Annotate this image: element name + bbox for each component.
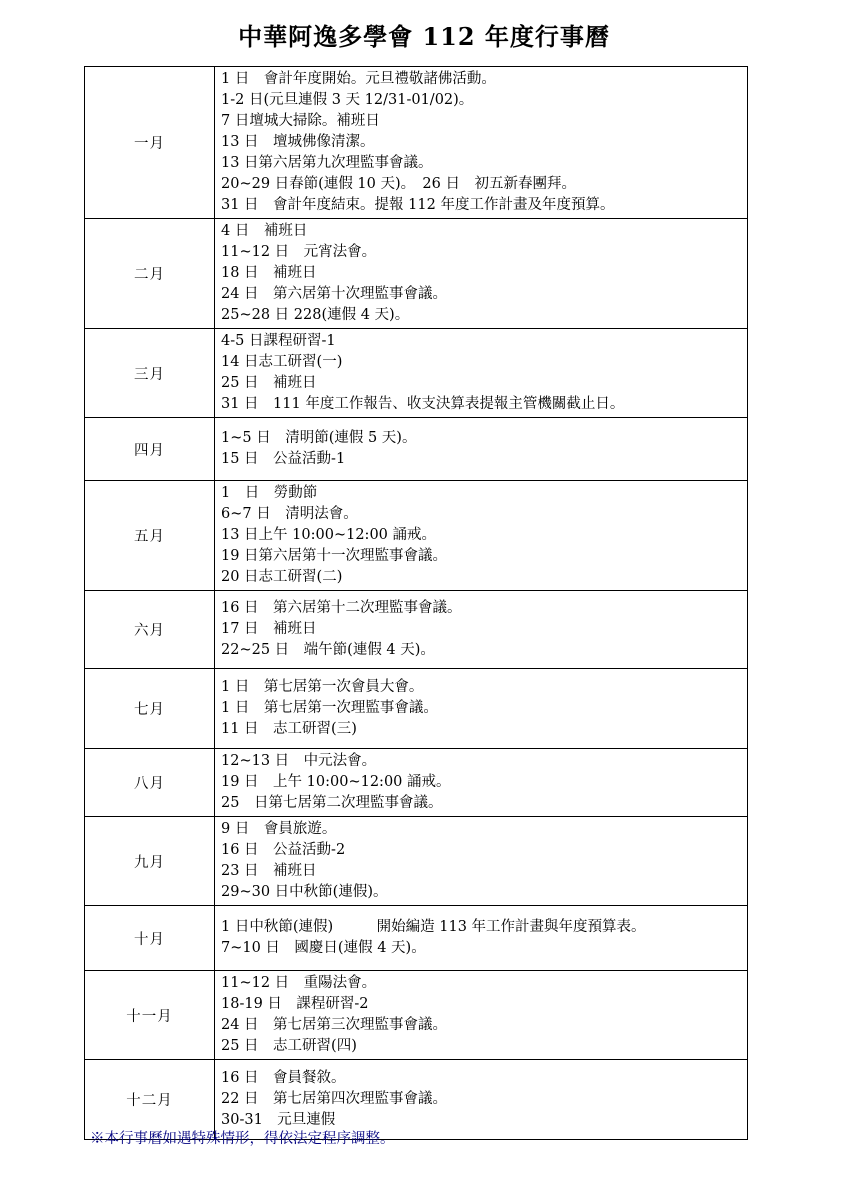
event-item: 19 日 上午 10:00~12:00 誦戒。 <box>221 774 451 790</box>
month-label: 十二月 <box>85 1060 215 1140</box>
month-label: 二月 <box>85 219 215 329</box>
event-item: 25 日第七居第二次理監事會議。 <box>221 795 443 811</box>
month-events <box>215 749 748 817</box>
event-item: 24 日 第七居第三次理監事會議。 <box>221 1017 448 1033</box>
event-item: 1~5 日 清明節(連假 5 天)。 <box>221 430 417 446</box>
event-item: 1-2 日(元旦連假 3 天 12/31-01/02)。 <box>221 92 474 108</box>
event-item: 19 日第六居第十一次理監事會議。 <box>221 548 448 564</box>
event-item: 13 日 壇城佛像清潔。 <box>221 134 375 150</box>
event-item: 18 日 補班日 <box>221 265 317 281</box>
event-item: 1 日中秋節(連假) 開始編造 113 年工作計畫與年度預算表。 <box>221 919 646 935</box>
month-label: 五月 <box>85 481 215 591</box>
footnote: ※本行事曆如遇特殊情形，得依法定程序調整。 <box>90 1131 395 1147</box>
event-item: 22~25 日 端午節(連假 4 天)。 <box>221 642 435 658</box>
month-events <box>215 329 748 418</box>
month-row <box>85 591 748 669</box>
month-events <box>215 591 748 669</box>
event-item: 1 日 第七居第一次會員大會。 <box>221 679 424 695</box>
month-events <box>215 481 748 591</box>
event-item: 1 日 會計年度開始。元旦禮敬諸佛活動。 <box>221 71 496 87</box>
event-item: 16 日 會員餐敘。 <box>221 1070 346 1086</box>
event-item: 31 日 會計年度結束。提報 112 年度工作計畫及年度預算。 <box>221 197 615 213</box>
month-row <box>85 219 748 329</box>
event-item: 1 日 第七居第一次理監事會議。 <box>221 700 438 716</box>
event-item: 13 日第六居第九次理監事會議。 <box>221 155 433 171</box>
month-events <box>215 219 748 329</box>
event-item: 29~30 日中秋節(連假)。 <box>221 884 388 900</box>
event-item: 6~7 日 清明法會。 <box>221 506 358 522</box>
page-title: 中華阿逸多學會 112 年度行事曆 <box>238 22 610 51</box>
event-item: 11~12 日 重陽法會。 <box>221 975 377 991</box>
month-label: 十一月 <box>85 971 215 1060</box>
month-row <box>85 749 748 817</box>
event-item: 23 日 補班日 <box>221 863 317 879</box>
event-item: 20 日志工研習(二) <box>221 569 343 585</box>
event-item: 24 日 第六居第十次理監事會議。 <box>221 286 448 302</box>
month-row <box>85 906 748 971</box>
event-item: 4 日 補班日 <box>221 223 308 239</box>
event-item: 13 日上午 10:00~12:00 誦戒。 <box>221 527 437 543</box>
event-item: 16 日 第六居第十二次理監事會議。 <box>221 600 462 616</box>
event-item: 7 日壇城大掃除。補班日 <box>221 113 380 129</box>
month-row <box>85 817 748 906</box>
event-item: 11 日 志工研習(三) <box>221 721 357 737</box>
month-events <box>215 67 748 219</box>
month-row <box>85 329 748 418</box>
event-item: 11~12 日 元宵法會。 <box>221 244 377 260</box>
event-item: 7~10 日 國慶日(連假 4 天)。 <box>221 940 426 956</box>
month-row <box>85 418 748 481</box>
event-item: 16 日 公益活動-2 <box>221 842 346 858</box>
event-item: 22 日 第七居第四次理監事會議。 <box>221 1091 448 1107</box>
event-item: 25~28 日 228(連假 4 天)。 <box>221 307 410 323</box>
event-item: 1 日 勞動節 <box>221 485 318 501</box>
month-row <box>85 971 748 1060</box>
month-row <box>85 67 748 219</box>
month-events <box>215 906 748 971</box>
event-item: 25 日 志工研習(四) <box>221 1038 357 1054</box>
month-label: 三月 <box>85 329 215 418</box>
month-label: 九月 <box>85 817 215 906</box>
calendar-table <box>84 66 748 1140</box>
event-item: 30-31 元旦連假 <box>221 1112 336 1128</box>
month-label: 一月 <box>85 67 215 219</box>
event-item: 31 日 111 年度工作報告、收支決算表提報主管機關截止日。 <box>221 396 625 412</box>
event-item: 20~29 日春節(連假 10 天)。 26 日 初五新春團拜。 <box>221 176 576 192</box>
event-item: 4-5 日課程研習-1 <box>221 333 336 349</box>
event-item: 17 日 補班日 <box>221 621 317 637</box>
event-item: 15 日 公益活動-1 <box>221 451 346 467</box>
month-events <box>215 418 748 481</box>
month-label: 七月 <box>85 669 215 749</box>
month-events <box>215 669 748 749</box>
calendar-body <box>85 67 748 1140</box>
event-item: 14 日志工研習(一) <box>221 354 343 370</box>
month-row <box>85 481 748 591</box>
month-row <box>85 669 748 749</box>
month-label: 六月 <box>85 591 215 669</box>
month-events <box>215 971 748 1060</box>
event-item: 25 日 補班日 <box>221 375 317 391</box>
event-item: 9 日 會員旅遊。 <box>221 821 337 837</box>
month-label: 四月 <box>85 418 215 481</box>
month-label: 十月 <box>85 906 215 971</box>
event-item: 12~13 日 中元法會。 <box>221 753 377 769</box>
month-events <box>215 817 748 906</box>
event-item: 18-19 日 課程研習-2 <box>221 996 369 1012</box>
month-label: 八月 <box>85 749 215 817</box>
